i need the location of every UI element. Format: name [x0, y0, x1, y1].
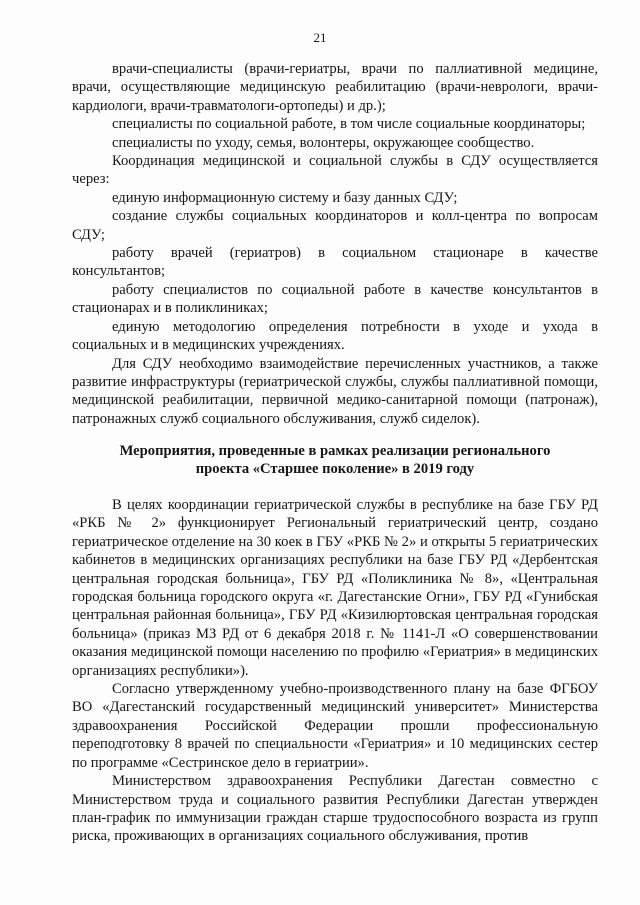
- paragraph-call-center: создание службы социальных координаторов и колл-центра по вопросам СДУ;: [72, 208, 598, 243]
- paragraph-info-system: единую информационную систему и базу данных СДУ;: [112, 189, 458, 206]
- paragraph-care-specialists: специалисты по уходу, семья, волонтеры, окружающее сообщество.: [112, 134, 535, 151]
- paragraph-social-workers: специалисты по социальной работе, в том числе социальные координаторы;: [112, 116, 586, 133]
- activities-section: [72, 496, 598, 846]
- page-number: 21: [313, 30, 327, 45]
- paragraph-coordination-intro: Координация медицинской и социальной службы в СДУ осуществляется через:: [72, 153, 598, 188]
- section-heading-line-2: проекта «Старшее поколение» в 2019 году: [195, 461, 475, 478]
- paragraph-social-consultants: работу специалистов по социальной работе в качестве консультантов в стационарах и в поликлиниках;: [72, 281, 598, 317]
- paragraph-training: Согласно утвержденному учебно-производственного плану на базе ФГБОУ ВО «Дагестанский государственный медицинский университет» Министерства здравоохранения Российской Федерации прошли профессиональную переподготовку 8 врачей по специальности «Гериатрия» и 10 медицинских сестер по программе «Сестринское дело в гериатрии».: [72, 681, 598, 771]
- paragraph-geriatric-center: В целях координации гериатрической службы в республике на базе ГБУ РД «РКБ № 2» функционирует Региональный гериатрический центр, создано гериатрическое отделение на 30 коек в ГБУ «РКБ № 2» и открыты 5 гериатрических кабинетов в медицинских организациях республики на базе ГБУ РД «Дербентская центральная городская больница», ГБУ РД «Поликлиника № 8», «Центральная городская больница городского округа «г. Дагестанские Огни», ГБУ РД «Гунибская центральная районная больница», ГБУ РД «Кизилюртовская центральная городская больница» (приказ МЗ РД от 6 декабря 2018 г. № 1141-Л «О совершенствовании оказания медицинской помощи населению по профилю «Гериатрия» в медицинских организациях республики»).: [72, 497, 598, 679]
- section-heading: [72, 442, 598, 479]
- paragraph-geriatric-consultants: работу врачей (гериатров) в социальном стационаре в качестве консультантов;: [72, 245, 598, 280]
- paragraph-immunization: Министерством здравоохранения Республики Дагестан совместно с Министерством труда и социального развития Республики Дагестан утвержден план-график по иммунизации граждан старше трудоспособного возраста из групп риска, проживающих в организациях социального обслуживания, против: [72, 773, 598, 845]
- participants-section: [72, 60, 598, 428]
- paragraph-methodology: единую методологию определения потребности в уходе и ухода в социальных и в медицинских учреждениях.: [72, 318, 598, 354]
- section-heading-line-1: Мероприятия, проведенные в рамках реализации регионального: [119, 443, 551, 459]
- paragraph-doctors: врачи-специалисты (врачи-гериатры, врачи по паллиативной медицине, врачи, осуществляющие медицинскую реабилитацию (врачи-неврологи, врачи-кардиологи, врачи-травматологи-ортопеды) и др.);: [72, 61, 598, 114]
- paragraph-infrastructure: Для СДУ необходимо взаимодействие перечисленных участников, а также развитие инфраструктуры (гериатрической службы, службы паллиативной помощи, медицинской реабилитации, первичной медико-санитарной помощи (патронаж), патронажных служб социального обслуживания, служб сиделок).: [72, 355, 598, 427]
